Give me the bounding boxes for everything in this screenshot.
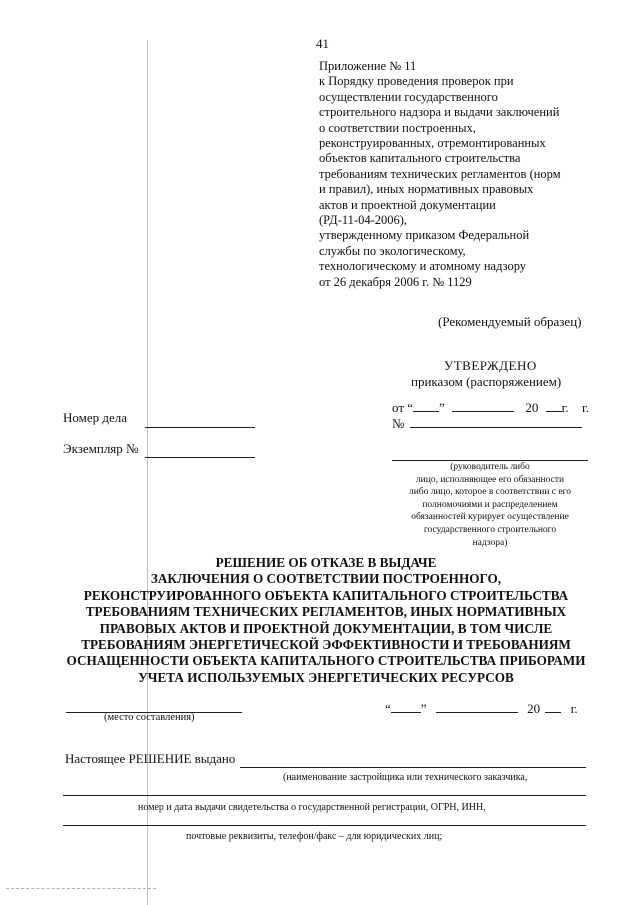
copy-number-field[interactable] [145, 457, 255, 458]
head-note-line: государственного строительного [423, 524, 557, 535]
number-prefix: № [392, 416, 405, 431]
date-close-quote: ” [420, 701, 427, 716]
head-note-line: либо лицо, которое в соответствии с его [408, 487, 572, 498]
binding-margin-line [147, 40, 148, 905]
appendix-line: актов и проектной документации [319, 197, 496, 212]
issued-to-field[interactable] [240, 767, 586, 768]
case-number-label: Номер дела [63, 410, 128, 425]
appendix-line: Приложение № 11 [319, 59, 417, 73]
approval-number-line [392, 416, 582, 432]
scan-edge-mark [6, 888, 156, 889]
head-note-line: полномочиями и распределением [422, 499, 558, 510]
title-line: ТРЕБОВАНИЯМ ТЕХНИЧЕСКИХ РЕГЛАМЕНТОВ, ИНЫХ НОРМАТИВНЫХ [85, 604, 567, 620]
head-note-line: обязанностей курирует осуществление [411, 512, 569, 523]
year-field[interactable] [546, 400, 562, 412]
date-quote-close: ” [439, 400, 445, 415]
approval-date-line [392, 400, 589, 416]
approved-by-order: приказом (распоряжением) [411, 374, 562, 389]
appendix-line: от 26 декабря 2006 г. № 1129 [319, 274, 472, 289]
doc-year-field[interactable] [545, 701, 561, 713]
caption-developer: (наименование застройщика или технического заказчика, [283, 772, 528, 783]
place-label: (место составления) [104, 712, 195, 723]
issued-to-label: Настоящее РЕШЕНИЕ выдано [65, 751, 236, 766]
appendix-line: и правил), иных нормативных правовых [319, 182, 534, 197]
doc-year-prefix: 20 [527, 701, 541, 716]
month-field[interactable] [452, 400, 514, 412]
date-open-quote: “ [385, 701, 391, 716]
order-number-field[interactable] [410, 416, 582, 428]
title-line: РЕКОНСТРУИРОВАННОГО ОБЪЕКТА КАПИТАЛЬНОГО СТРОИТЕЛЬСТВА [83, 587, 569, 603]
title-line: ПРАВОВЫХ АКТОВ И ПРОЕКТНОЙ ДОКУМЕНТАЦИИ, В ТОМ ЧИСЛЕ [99, 620, 553, 636]
head-note-line: надзора) [472, 537, 508, 548]
appendix-block [319, 59, 599, 290]
year-prefix: 20 [525, 400, 539, 415]
title-line: ОСНАЩЕННОСТИ ОБЪЕКТА КАПИТАЛЬНОГО СТРОИТЕЛЬСТВА ПРИБОРАМИ [66, 653, 586, 669]
case-number-field[interactable] [145, 427, 255, 428]
document-date-line [385, 701, 578, 717]
title-line: УЧЕТА ИСПОЛЬЗУЕМЫХ ЭНЕРГЕТИЧЕСКИХ РЕСУРСОВ [138, 669, 514, 685]
head-note-line: лицо, исполняющее его обязанности [415, 474, 565, 485]
approved-heading: УТВЕРЖДЕНО [444, 358, 537, 373]
appendix-line: осуществлении государственного [319, 89, 498, 104]
appendix-line: реконструированных, отремонтированных [319, 136, 546, 151]
copy-number-label: Экземпляр № [63, 441, 139, 456]
appendix-line: объектов капитального строительства [319, 151, 521, 166]
year-suffix-right: г. [581, 400, 590, 415]
title-line: ЗАКЛЮЧЕНИЯ О СООТВЕТСТВИИ ПОСТРОЕННОГО, [150, 571, 502, 587]
appendix-line: требованиям технических регламентов (норм [319, 166, 561, 181]
appendix-line: к Порядку проведения проверок при [319, 74, 514, 89]
recommended-sample-note: (Рекомендуемый образец) [438, 314, 582, 329]
doc-month-field[interactable] [436, 701, 518, 713]
document-title [56, 555, 596, 686]
appendix-line: (РД-11-04-2006), [319, 213, 408, 228]
title-line: РЕШЕНИЕ ОБ ОТКАЗЕ В ВЫДАЧЕ [215, 555, 437, 570]
caption-postal: почтовые реквизиты, телефон/факс – для юридических лиц; [186, 831, 443, 842]
caption-registration: номер и дата выдачи свидетельства о государственной регистрации, ОГРН, ИНН, [138, 802, 486, 813]
title-line: ТРЕБОВАНИЯМ ЭНЕРГЕТИЧЕСКОЙ ЭФФЕКТИВНОСТИ И ТРЕБОВАНИЯМ [81, 637, 571, 653]
doc-day-field[interactable] [391, 701, 421, 713]
head-note [392, 461, 588, 549]
appendix-line: строительного надзора и выдачи заключений [319, 105, 560, 120]
page-number: 41 [316, 36, 329, 51]
developer-field-line-3[interactable] [63, 825, 586, 826]
appendix-line: технологическому и атомному надзору [319, 259, 527, 274]
appendix-line: о соответствии построенных, [319, 120, 476, 135]
date-prefix: от “ [392, 400, 414, 415]
developer-field-line-2[interactable] [63, 795, 586, 796]
appendix-line: утвержденному приказом Федеральной [319, 228, 530, 243]
doc-year-suffix: г. [570, 701, 578, 716]
appendix-line: службы по экологическому, [319, 243, 466, 258]
head-note-line: (руководитель либо [450, 462, 530, 472]
day-field[interactable] [413, 400, 439, 412]
year-suffix: г. [561, 400, 569, 415]
